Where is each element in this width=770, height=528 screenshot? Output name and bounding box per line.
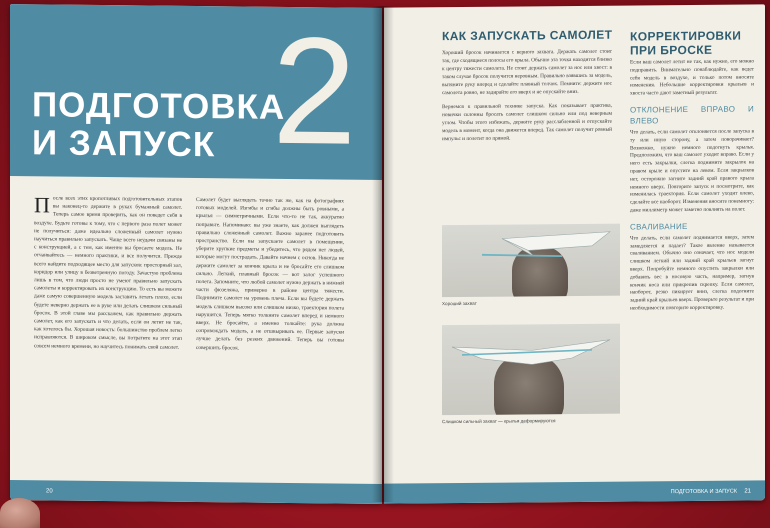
chapter-opener-banner	[10, 4, 382, 180]
heading-how-to-launch: КАК ЗАПУСКАТЬ САМОЛЕТ	[442, 27, 613, 44]
heading-launch-adjustments: КОРРЕКТИРОВКИ ПРИ БРОСКЕ	[630, 28, 742, 58]
left-column-2-text: Самолет будет выглядеть точно так же, как на фотографиях готовых моделей. Изгибы и сгибы должны быть ровными, а крылья — симметричными. Если что-то не так, аккуратно поправьте. Напоминаю: вы уже знаете, как должен выглядеть правильно сложенный самолет. Важно заранее подготовить пространство. Если вы запускаете самолет в помещении, уберите хрупкие предметы и убедитесь, что рядом нет людей, которые могут пострадать. Давайте начнем с основ. Никогда не держите самолет за кончик крыла и не бросайте его слишком сильно. Легкий, плавный бросок — вот залог успешного полета. Запомните, что любой самолет нужно держать в нижней части фюзеляжа, примерно в районе центра тяжести. Поднимите самолет на уровень плеча. Если вы будете держать модель слишком высоко или слишком низко, траектория полета нарушится. Теперь мягко толкните самолет вперед и немного вверх. Не бросайте, а именно толкайте: рука должна сопровождать модель, а не отшвыривать ее. Первые запуски лучше делать без резких движений. Теперь вы готовы совершить бросок.	[196, 197, 345, 352]
adjustments-column	[630, 58, 754, 313]
adjust-paragraph-3: Что делать, если самолет поднимается вверх, затем замедляется и падает? Такое явление называется сваливанием. Обычно оно означает, что нос модели слишком легкий или задний край крыльев загнут вверх. Попробуйте немного опустить закрылки или добавить вес в носовую часть, например, загнув кончик носа или прикрепив скрепку. Если самолет, наоборот, резко пикирует вниз, слегка подогните задний край крыльев вверх. Проверьте результат и при необходимости повторите корректировку.	[630, 234, 754, 312]
subhead-left-right-drift: ОТКЛОНЕНИЕ ВПРАВО И ВЛЕВО	[630, 104, 754, 126]
photo-caption-1: Хороший захват	[442, 300, 477, 307]
right-footer-band	[384, 480, 765, 503]
finger-holding-page	[0, 498, 40, 528]
left-footer-band	[10, 480, 382, 504]
photo-bad-grip	[442, 324, 620, 416]
photo-good-grip	[442, 224, 620, 298]
right-page	[384, 4, 765, 503]
launch-paragraph-1: Хороший бросок начинается с верного захвата. Держать самолет стоит так, где сходящиеся полосы его крыла. Обычно эта точка находится близко к центру тяжести самолета. Не стоит держать самолет за нос или хвост: в таком случае бросок получится неровным. Правильно взявшись за модель, вытяните руку вперед и сделайте плавный толчок. Помните: держите нос самолета ровно, не задирайте его вверх и не опускайте вниз.	[442, 48, 612, 97]
left-column-2	[196, 196, 344, 353]
paper-plane-icon	[442, 224, 620, 298]
chapter-title: ПОДГОТОВКА И ЗАПУСК	[32, 85, 286, 165]
photo-caption-2: Слишком сильный захват — крылья деформируются	[442, 418, 556, 425]
drop-cap: П	[34, 192, 50, 218]
launch-column	[442, 48, 612, 143]
right-page-number: 21	[744, 488, 751, 495]
left-page	[10, 4, 382, 504]
left-column-1-text: осле всех этих кропотливых подготовительных этапов вы наконец-то держите в руках бумажный самолет. Теперь самое время проверить, как он поведет себя в воздухе. Будьте готовы к тому, что с первого раза полет может не получиться: даже идеально сложенный самолет нужно научиться правильно запускать. Чаще всего неудачи связаны не с конструкцией, а с тем, как именно вы бросаете модель. Не отчаивайтесь — немного практики, и все получится. Прежде всего найдите подходящее место для запусков: просторный зал, коридор или улицу в безветренную погоду. Зачастую проблема лишь в том, что люди просто не умеют правильно запускать самолеты и корректировать их конструкцию. То есть вы можете даже самую совершенную модель заставить летать плохо, если будете неверно держать ее в руке или делать слишком сильный бросок. В этой главе мы расскажем, как правильно держать самолет, как его запускать и что делать, если он летит не так, как хотелось бы. Хорошая новость: большинство проблем легко исправляются. В широком смысле, вы потратите на этот этап совсем немного времени, но научитесь понимать свой самолет.	[34, 195, 182, 351]
launch-paragraph-2: Вернемся к правильной технике запуска. Как показывает практика, новички склонны бросать самолет слишком сильно или под неверным углом. Чтобы этого избежать, держите руку расслабленной и отпускайте модель в момент, когда она движется вперед. Так самолет получит ровный импульс и полетит по прямой.	[442, 102, 612, 143]
subhead-stall: СВАЛИВАНИЕ	[630, 221, 688, 232]
adjust-paragraph-1: Если ваш самолет летит не так, как нужно, его можно подправить. Внимательно понаблюдайте, как ведет себя модель в воздухе, и только потом вносите изменения. Небольшие корректировки крыльев и хвоста часто дают заметный результат.	[630, 58, 754, 97]
left-column-1	[34, 194, 182, 351]
open-book	[10, 6, 765, 502]
paper-plane-icon	[442, 324, 620, 416]
adjust-paragraph-2: Что делать, если самолет отклоняется после запуска в ту или иную сторону, а затем поворачивает? Возможно, нужно немного подогнуть крылья. Предположим, что ваш самолет уходит вправо. Если у него есть закрылки, слегка поднимите закрылок на правом крыле и опустите на левом. Если закрылков нет, осторожно загните задний край правого крыла немного вверх. Повторите запуск и посмотрите, как изменилась траектория. Если самолет уходит влево, сделайте все наоборот. Изменения вносите понемногу: даже миллиметр может заметно повлиять на полет.	[630, 128, 754, 214]
running-head: ПОДГОТОВКА И ЗАПУСК	[670, 488, 737, 496]
left-page-number: 20	[46, 488, 53, 495]
chapter-number: 2	[272, 5, 357, 177]
